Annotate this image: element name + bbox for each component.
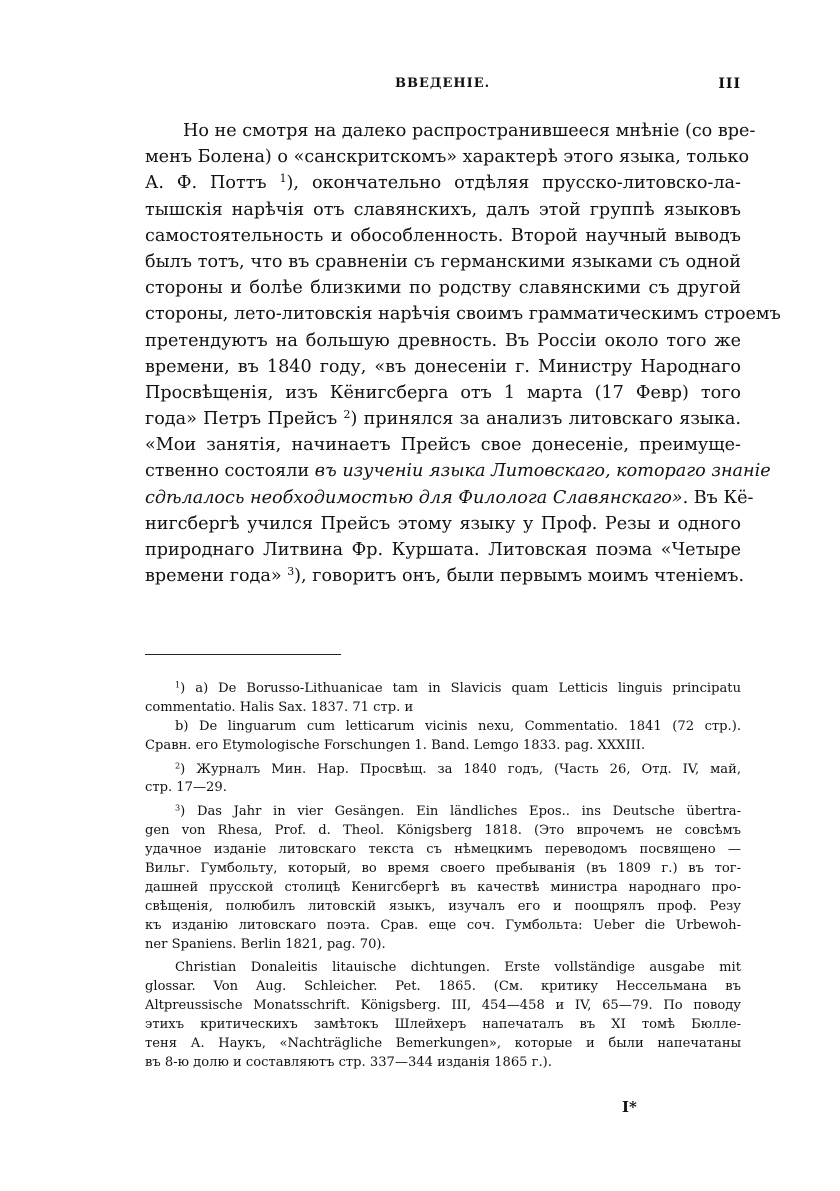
- footnote-line: свѣщенія, полюбилъ литовскій языкъ, изучалъ его и поощрялъ проф. Резу: [145, 898, 741, 914]
- text-line: тышскія нарѣчія отъ славянскихъ, далъ этой группѣ языковъ: [145, 199, 741, 220]
- footnote-line: glossar. Von Aug. Schleicher. Pet. 1865. (См. критику Нессельмана въ: [145, 979, 741, 995]
- text-line: нигсбергѣ учился Прейсъ этому языку у Проф. Резы и одного: [145, 513, 741, 534]
- text-line: самостоятельность и обособленность. Второй научный выводъ: [145, 225, 741, 246]
- footnote-line: ner Spaniens. Berlin 1821, pag. 70).: [145, 936, 386, 952]
- footnote-divider: [145, 654, 341, 655]
- footnote-marker: 2: [175, 760, 181, 771]
- text-line: менъ Болена) о «санскритскомъ» характерѣ этого языка, только: [145, 147, 750, 168]
- text-line: претендуютъ на большую древность. Въ Россіи около того же: [145, 330, 741, 351]
- footnote-line: Сравн. его Etymologische Forschungen 1. Band. Lemgo 1833. pag. XXXIII.: [145, 737, 646, 753]
- italic-quote: въ изученіи языка Литовскаго, котораго знаніе: [314, 461, 771, 482]
- text-line: стороны и болѣе близкими по родству славянскими съ другой: [145, 278, 741, 299]
- footnote-line: commentatio. Halis Sax. 1837. 71 стр. и: [145, 699, 414, 715]
- main-text: [145, 118, 781, 589]
- italic-quote: сдѣлалось необходимостью для Филолога Славянскаго».: [145, 487, 689, 508]
- footnote-line: b) De linguarum cum letticarum vicinis nexu, Commentatio. 1841 (72 стр.).: [175, 718, 741, 734]
- footnote-line: $^1$) a) De Borusso-Lithuanicae tam in Slavicis quam Letticis linguis principatu: [175, 679, 741, 696]
- text-line: А. Ф. Поттъ $^1$), окончательно отдѣляя прусско-литовско-ла-: [145, 172, 741, 194]
- footnote-line: $^2$) Журналъ Мин. Нар. Просвѣщ. за 1840 годъ, (Часть 26, Отд. IV, май,: [175, 760, 741, 777]
- footnote-marker: 1: [175, 679, 181, 690]
- text-line: сдѣлалось необходимостью для Филолога Славянскаго». Въ Кё-: [145, 487, 754, 508]
- text-line: ственно состояли въ изученіи языка Литовскаго, котораго знаніе: [145, 461, 771, 482]
- footnote-line: къ изданію литовскаго поэта. Срав. еще соч. Гумбольта: Ueber die Urbewoh-: [145, 917, 741, 933]
- footnote-line: теня А. Наукъ, «Nachträgliche Bemerkungen», которые и были напечатаны: [145, 1036, 741, 1052]
- signature-mark: I*: [622, 1098, 637, 1116]
- text-line: стороны, лето-литовскія нарѣчія своимъ грамматическимъ строемъ: [145, 304, 781, 325]
- text-line: Просвѣщенія, изъ Кёнигсберга отъ 1 марта (17 Февр) того: [145, 382, 741, 403]
- footnotes: [145, 680, 741, 1073]
- header-title: ВВЕДЕНІЕ.: [395, 76, 491, 91]
- footnote-ref: 2: [343, 408, 351, 422]
- footnote-line: Altpreussische Monatsschrift. Königsberg. III, 454—458 и IV, 65—79. По поводу: [145, 998, 741, 1014]
- footnote-line: дашней прусской столицѣ Кенигсбергѣ въ качествѣ министра народнаго про-: [145, 879, 741, 895]
- footnote-ref: 1: [279, 172, 287, 186]
- text-line: года» Петръ Прейсъ $^2$) принялся за анализъ литовскаго языка.: [145, 408, 741, 430]
- text-line: времени, въ 1840 году, «въ донесеніи г. Министру Народнаго: [145, 356, 741, 377]
- footnote-ref: 3: [287, 565, 295, 579]
- text-line: природнаго Литвина Фр. Куршата. Литовская поэма «Четыре: [145, 540, 741, 560]
- footnote-marker: 3: [175, 802, 181, 813]
- footnote-line: стр. 17—29.: [145, 780, 227, 796]
- footnote-line: $^3$) Das Jahr in vier Gesängen. Ein ländliches Epos.. ins Deutsche übertra-: [175, 802, 741, 820]
- footnote-line: gen von Rhesa, Prof. d. Theol. Königsberg 1818. (Это впрочемъ не совсѣмъ: [145, 823, 741, 839]
- page-number: III: [718, 76, 741, 92]
- running-header: [145, 76, 741, 98]
- text-line: Но не смотря на далеко распространившееся мнѣніе (со вре-: [183, 121, 756, 141]
- text-line: времени года» $^3$), говоритъ онъ, были первымъ моимъ чтеніемъ.: [145, 565, 745, 587]
- footnote-line: Вильг. Гумбольту, который, во время своего пребыванія (въ 1809 г.) въ тог-: [145, 861, 741, 877]
- footnote-line: удачное изданіе литовскаго текста съ нѣмецкимъ переводомъ посвящено —: [145, 842, 741, 858]
- footnote-line: Christian Donaleitis litauische dichtungen. Erste vollständige ausgabe mit: [175, 960, 741, 976]
- text-line: былъ тотъ, что въ сравненіи съ германскими языками съ одной: [145, 251, 741, 272]
- footnote-line: въ 8-ю долю и составляютъ стр. 337—344 изданія 1865 г.).: [145, 1054, 552, 1070]
- text-line: «Мои занятія, начинаетъ Прейсъ свое донесеніе, преимуще-: [145, 435, 741, 456]
- footnote-line: этихъ критическихъ замѣтокъ Шлейхеръ напечаталъ въ XI томѣ Бюлле-: [145, 1017, 741, 1033]
